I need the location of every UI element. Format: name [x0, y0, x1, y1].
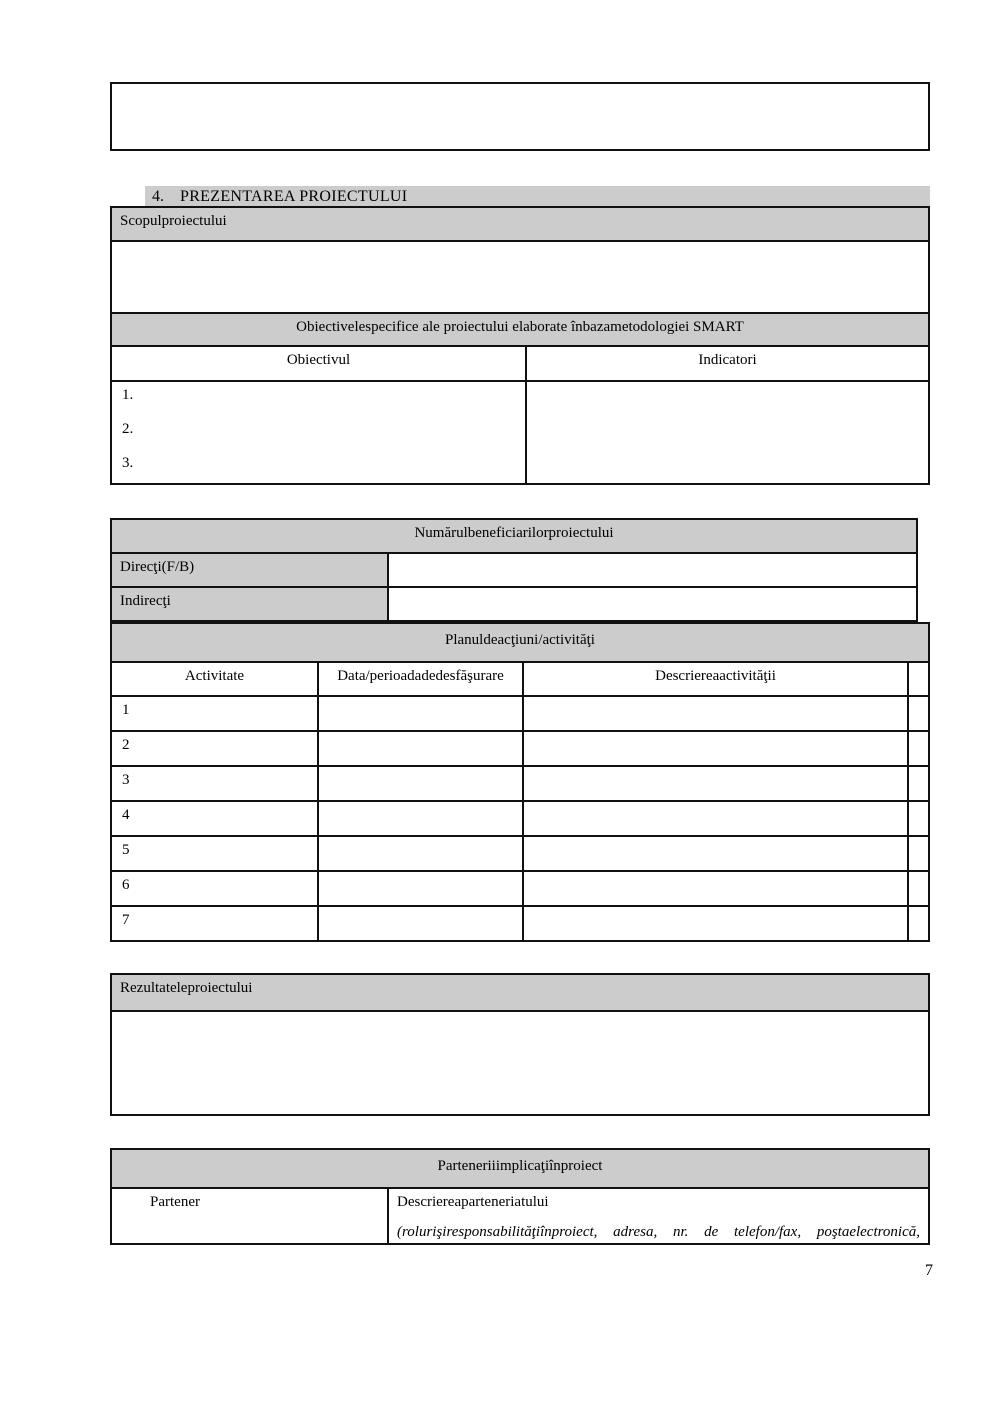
activity-date-field[interactable] [317, 872, 522, 905]
partnership-description-note: (rolurişiresponsabilităţiînproiect, adresa, nr. de telefon/fax, poştaelectronică, [397, 1223, 920, 1240]
action-plan-table [110, 622, 930, 942]
indirect-input-field[interactable] [387, 588, 916, 620]
activity-extra-field[interactable] [907, 907, 928, 940]
partners-table [110, 1148, 930, 1245]
activity-date-field[interactable] [317, 732, 522, 765]
direct-label: Direcţi(F/B) [112, 554, 387, 586]
indirect-label: Indirecţi [112, 588, 387, 620]
activity-description-field[interactable] [522, 802, 907, 835]
objectives-list-cell[interactable] [112, 382, 525, 483]
activity-description-field[interactable] [522, 697, 907, 730]
activity-row-2 [112, 730, 928, 765]
scope-table [110, 206, 930, 485]
activity-description-field[interactable] [522, 767, 907, 800]
activity-extra-field[interactable] [907, 697, 928, 730]
objective-item-1[interactable]: 1. [122, 387, 134, 403]
activity-extra-field[interactable] [907, 802, 928, 835]
section-heading [145, 186, 930, 208]
partnership-description-title: Descriereaparteneriatului [397, 1194, 549, 1210]
activity-extra-field[interactable] [907, 872, 928, 905]
page-number: 7 [925, 1262, 933, 1279]
objective-column-header: Obiectivul [286, 352, 351, 368]
section-number: 4. [152, 188, 164, 205]
partnership-description-cell[interactable] [387, 1189, 928, 1243]
extra-column-header [907, 663, 928, 695]
activity-row-7 [112, 905, 928, 940]
activity-column-header: Activitate [184, 668, 245, 684]
activity-number: 6 [122, 877, 130, 893]
indicators-input-field[interactable] [525, 382, 928, 483]
activity-extra-field[interactable] [907, 732, 928, 765]
activity-row-1 [112, 695, 928, 730]
activity-date-field[interactable] [317, 802, 522, 835]
action-plan-header: Planuldeacţiuni/activităţi [112, 624, 928, 661]
results-input-field[interactable] [112, 1012, 928, 1114]
date-column-header: Data/perioadadedesfăşurare [317, 663, 522, 695]
objective-item-3[interactable]: 3. [122, 455, 134, 471]
beneficiaries-header: Numărulbeneficiarilorproiectului [112, 520, 916, 552]
scope-input-field[interactable] [112, 242, 928, 312]
activity-row-3 [112, 765, 928, 800]
objectives-header: Obiectivelespecifice ale proiectului elaborate înbazametodologiei SMART [112, 314, 928, 345]
description-column-header: Descriereaactivităţii [522, 663, 907, 695]
activity-date-field[interactable] [317, 697, 522, 730]
direct-input-field[interactable] [387, 554, 916, 586]
activity-date-field[interactable] [317, 767, 522, 800]
results-table [110, 973, 930, 1116]
activity-number: 5 [122, 842, 130, 858]
activity-extra-field[interactable] [907, 837, 928, 870]
activity-date-field[interactable] [317, 837, 522, 870]
activity-extra-field[interactable] [907, 767, 928, 800]
partner-column-header: Partener [150, 1194, 200, 1210]
section-title: PREZENTAREA PROIECTULUI [180, 188, 408, 205]
activity-description-field[interactable] [522, 907, 907, 940]
partners-header: Parteneriiimplicaţiînproiect [112, 1150, 928, 1187]
indicators-column-header: Indicatori [525, 347, 928, 380]
activity-number: 2 [122, 737, 130, 753]
beneficiaries-table [110, 518, 918, 622]
top-empty-field[interactable] [110, 82, 930, 151]
activity-row-4 [112, 800, 928, 835]
activity-description-field[interactable] [522, 837, 907, 870]
activity-row-5 [112, 835, 928, 870]
activity-description-field[interactable] [522, 872, 907, 905]
activity-number: 7 [122, 912, 130, 928]
results-header: Rezultateleproiectului [112, 975, 928, 1010]
activity-number: 3 [122, 772, 130, 788]
scope-header: Scopulproiectului [112, 208, 928, 240]
activity-description-field[interactable] [522, 732, 907, 765]
activity-row-6 [112, 870, 928, 905]
activity-number: 4 [122, 807, 130, 823]
activity-number: 1 [122, 702, 130, 718]
activity-date-field[interactable] [317, 907, 522, 940]
objective-item-2[interactable]: 2. [122, 421, 134, 437]
